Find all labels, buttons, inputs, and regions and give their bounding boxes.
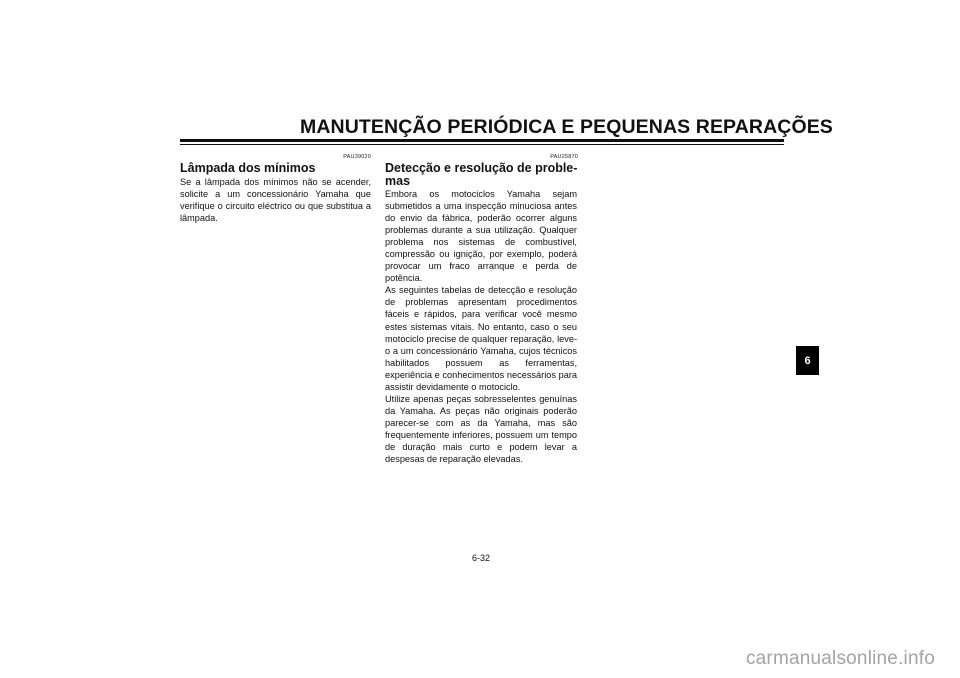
right-section-body [385, 188, 577, 465]
left-section-title: Lâmpada dos mínimos [180, 161, 316, 175]
right-paragraph-2: As seguintes tabelas de detecção e resolução de problemas apresentam procedimentos fáceis e rápidos, para verificar você mesmo estes sistemas vitais. No entanto, caso o seu motociclo precise de qualquer reparação, leve-o a um concessionário Yamaha, cujos técnicos habilitados possuem as ferramentas, experiência e conhecimentos necessários para assistir devidamente o motociclo. [385, 285, 577, 392]
right-section-title [385, 162, 577, 188]
left-paragraph-1: Se a lâmpada dos mínimos não se acender, solicite a um concessionário Yamaha que verifique o circuito eléctrico ou que substitua a lâmpada. [180, 177, 371, 224]
page-number: 6-32 [471, 553, 490, 563]
header-rule-thick [180, 139, 784, 142]
right-section-code: PAU25870 [550, 154, 578, 160]
right-paragraph-1: Embora os motociclos Yamaha sejam submetidos a uma inspecção minuciosa antes do envio da fábrica, poderão ocorrer alguns problemas durante a sua utilização. Qualquer problema nos sistemas de combustível, compressão ou ignição, por exemplo, poderá provocar um fraco arranque e perda de potência. [385, 189, 577, 284]
header-rule-thin [180, 144, 784, 145]
right-section-title-line2: mas [385, 174, 411, 188]
page-header-title: MANUTENÇÃO PERIÓDICA E PEQUENAS REPARAÇÕES [300, 116, 833, 138]
chapter-tab: 6 [796, 346, 819, 375]
right-paragraph-3: Utilize apenas peças sobresselentes genuínas da Yamaha. As peças não originais poderão parecer-se com as da Yamaha, mas são frequentemente inferiores, possuem um tempo de duração mais curto e podem levar a despesas de reparação elevadas. [385, 393, 577, 465]
left-section-body [180, 176, 371, 224]
right-section-title-line1: Detecção e resolução de proble- [385, 161, 578, 175]
watermark: carmanualsonline.info [745, 648, 935, 669]
left-section-code: PAU39020 [343, 154, 371, 160]
